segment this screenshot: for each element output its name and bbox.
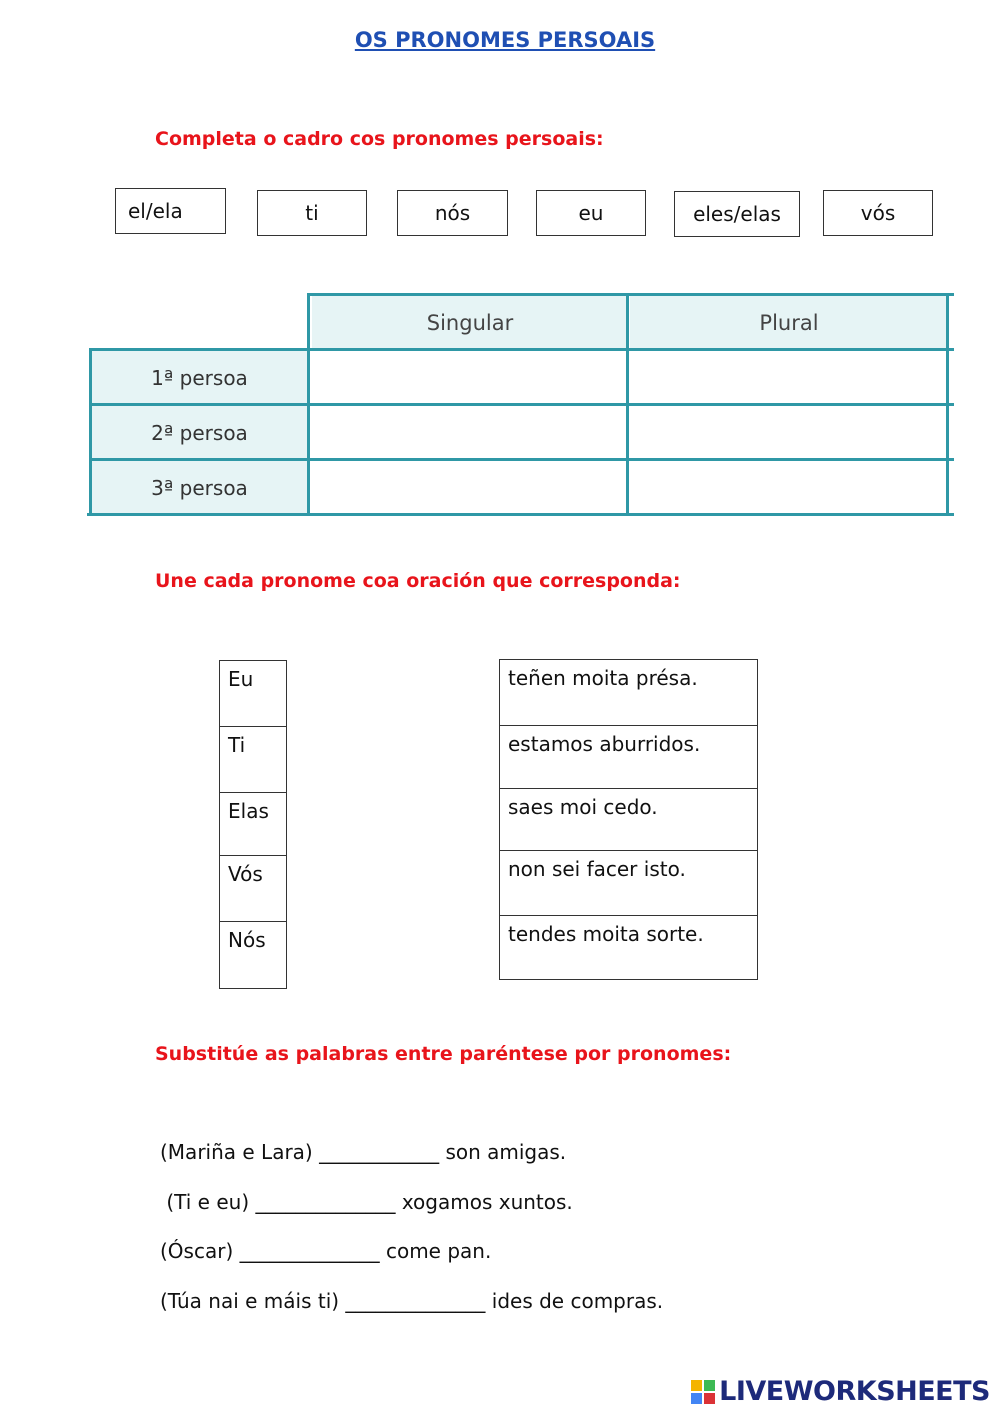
grid-line — [946, 293, 949, 516]
logo-square — [691, 1393, 702, 1404]
logo-square — [704, 1380, 715, 1391]
answer-cell-2-plural[interactable] — [630, 406, 948, 459]
page-title: OS PRONOMES PERSOAIS — [354, 28, 656, 52]
match-right-item[interactable]: tendes moita sorte. — [500, 915, 757, 979]
table-header-singular: Singular — [312, 296, 628, 349]
table-header-plural: Plural — [630, 296, 948, 349]
sentence-2[interactable]: (Ti e eu) ______________ xogamos xuntos. — [160, 1190, 573, 1214]
match-right-item[interactable]: teñen moita présa. — [508, 666, 698, 690]
match-left-item[interactable]: Elas — [220, 792, 286, 855]
answer-cell-3-singular[interactable] — [312, 461, 628, 514]
table-row-label-1: 1ª persoa — [92, 351, 307, 404]
answer-cell-1-plural[interactable] — [630, 351, 948, 404]
match-left-item[interactable]: Nós — [220, 921, 286, 988]
match-left-column — [219, 660, 287, 989]
logo-text: LIVEWORKSHEETS — [719, 1376, 990, 1407]
grid-line — [87, 513, 954, 516]
answer-cell-3-plural[interactable] — [630, 461, 948, 514]
match-left-item[interactable]: Eu — [228, 667, 254, 691]
grid-line — [89, 403, 954, 406]
match-right-item[interactable]: saes moi cedo. — [500, 788, 757, 850]
logo-square — [691, 1380, 702, 1391]
logo-square — [704, 1393, 715, 1404]
answer-cell-2-singular[interactable] — [312, 406, 628, 459]
match-left-item[interactable]: Vós — [220, 855, 286, 921]
word-chip-eles-elas[interactable]: eles/elas — [674, 191, 800, 237]
match-right-item[interactable]: estamos aburridos. — [500, 725, 757, 788]
word-chip-vos[interactable]: vós — [823, 190, 933, 236]
instruction-match: Une cada pronome coa oración que corresponda: — [155, 570, 681, 592]
instruction-complete-table: Completa o cadro cos pronomes persoais: — [155, 128, 604, 150]
instruction-replace: Substitúe as palabras entre paréntese por pronomes: — [155, 1043, 732, 1065]
sentence-1[interactable]: (Mariña e Lara) ____________ son amigas. — [160, 1140, 567, 1164]
grid-line — [89, 348, 954, 351]
match-right-item[interactable]: non sei facer isto. — [500, 850, 757, 915]
sentence-3[interactable]: (Óscar) ______________ come pan. — [160, 1239, 492, 1263]
word-chip-ti[interactable]: ti — [257, 190, 367, 236]
grid-line — [309, 293, 954, 296]
grid-line — [307, 293, 310, 516]
word-chip-nos[interactable]: nós — [397, 190, 508, 236]
grid-line — [89, 458, 954, 461]
answer-cell-1-singular[interactable] — [312, 351, 628, 404]
word-chip-eu[interactable]: eu — [536, 190, 646, 236]
table-row-label-2: 2ª persoa — [92, 406, 307, 459]
word-chip-el-ela[interactable]: el/ela — [115, 188, 226, 234]
match-left-item[interactable]: Ti — [220, 726, 286, 792]
grid-line — [626, 293, 629, 516]
sentence-4[interactable]: (Túa nai e máis ti) ______________ ides de compras. — [160, 1289, 664, 1313]
logo-mark-icon — [691, 1380, 715, 1404]
liveworksheets-logo — [691, 1376, 990, 1407]
grid-line — [89, 348, 92, 516]
table-row-label-3: 3ª persoa — [92, 461, 307, 514]
match-right-column — [499, 659, 758, 980]
